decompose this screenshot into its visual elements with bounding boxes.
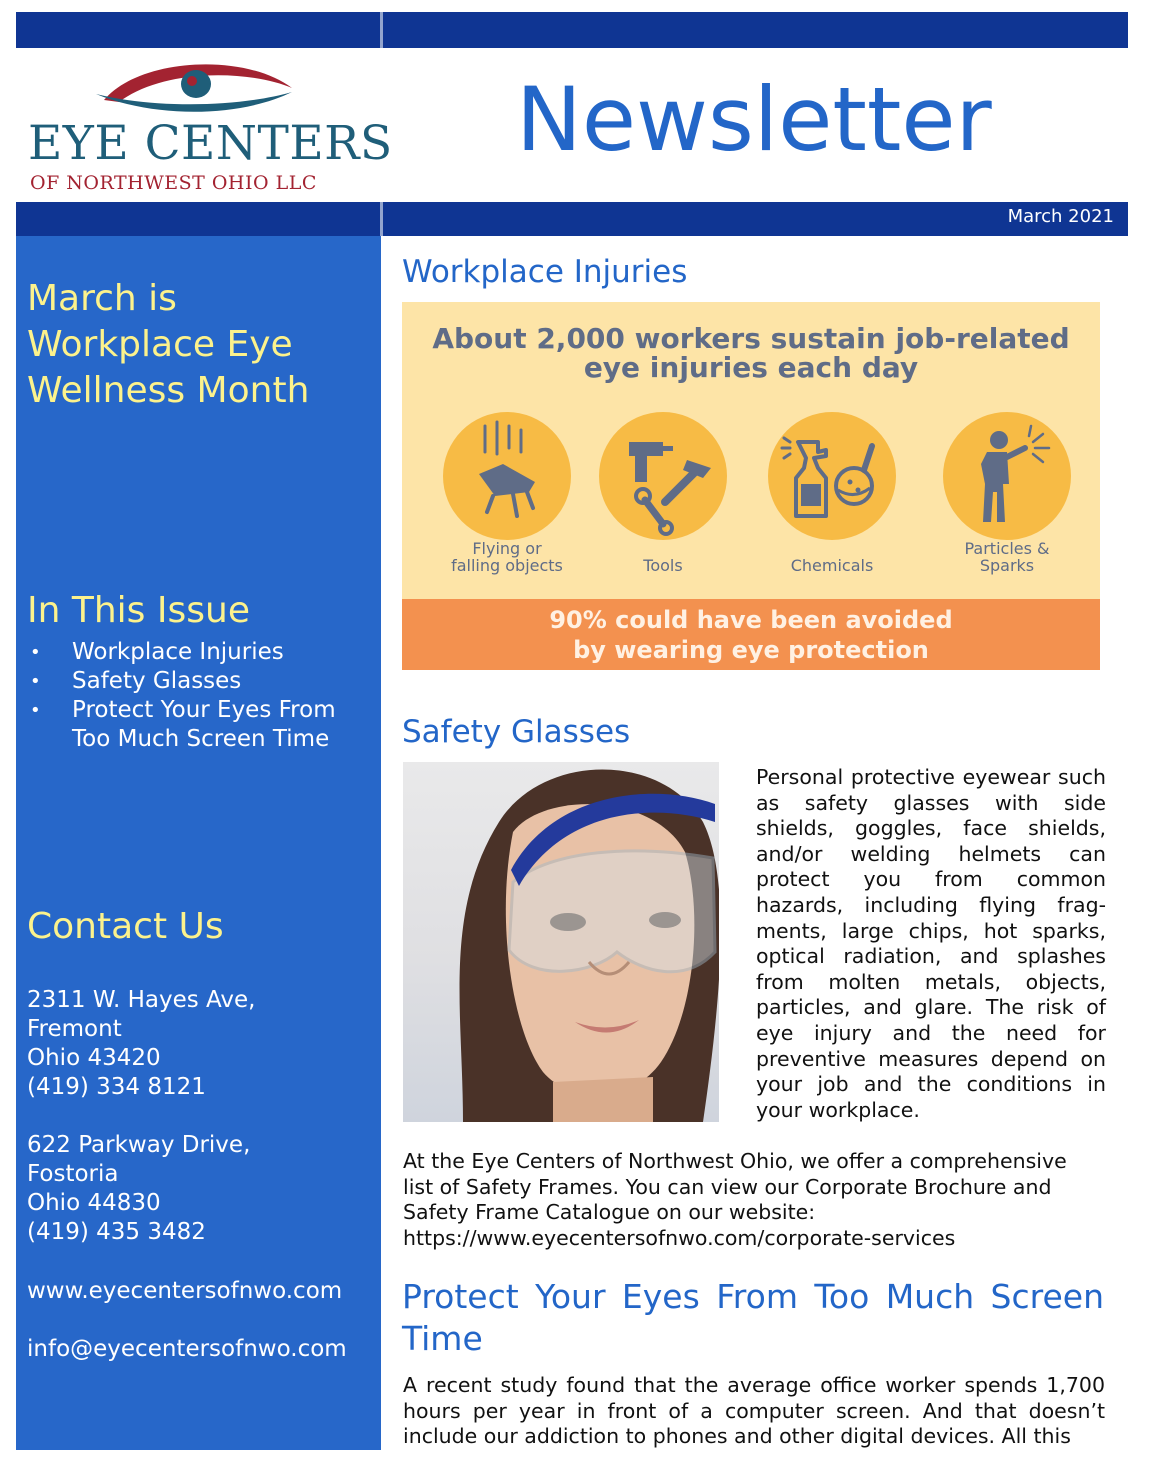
heading-word: Your: [535, 1277, 606, 1316]
heading-word: From: [716, 1277, 798, 1316]
logo: [24, 56, 393, 196]
header-band-date: [16, 202, 1128, 236]
category-label-line2: Sparks: [979, 556, 1035, 575]
tools-circle: [599, 412, 727, 540]
screen-time-paragraph: A recent study found that the average office worker spends 1,700 hours per year in front of a computer screen. And that doesn’t include our addiction to phones and other digital devices. All this: [403, 1373, 1105, 1449]
location-street: 2311 W. Hayes Ave,: [27, 987, 256, 1013]
category-label: [588, 540, 738, 574]
category-label-line1: Particles &: [964, 539, 1050, 558]
location-state-zip: Ohio 43420: [27, 1045, 161, 1071]
location-state-zip: Ohio 44830: [27, 1190, 161, 1216]
eye-logo-icon: [24, 56, 374, 118]
location-street: 622 Parkway Drive,: [27, 1132, 251, 1158]
location-city: Fostoria: [27, 1161, 119, 1187]
infographic-headline-line2: eye injuries each day: [583, 351, 919, 384]
category-label-line1: [757, 540, 907, 557]
issue-item-label: Workplace Injuries: [72, 639, 284, 665]
category-label-line1: [588, 540, 738, 557]
location-phone[interactable]: (419) 435 3482: [27, 1219, 206, 1245]
screen-time-heading: [402, 1276, 1104, 1360]
infographic-footer: [402, 599, 1100, 670]
heading-word: Eyes: [621, 1277, 700, 1316]
heading-word: Screen: [990, 1277, 1104, 1316]
issue-item-label: Protect Your Eyes From Too Much Screen Time: [72, 697, 336, 752]
infographic-footer-text: [402, 605, 1100, 665]
email-link[interactable]: info@eyecentersofnwo.com: [27, 1336, 347, 1362]
bullet-icon: •: [30, 642, 41, 663]
page-title: Newsletter: [516, 68, 992, 171]
corporate-services-link[interactable]: https://www.eyecentersofnwo.com/corporate-services: [403, 1225, 956, 1250]
welder-sparks-icon: [943, 412, 1071, 540]
contact-heading: Contact Us: [27, 906, 224, 947]
location-fremont: [27, 986, 255, 1102]
bullet-icon: •: [30, 671, 41, 692]
safety-frames-line1: At the Eye Centers of Northwest Ohio, we offer a comprehensive: [403, 1149, 1067, 1173]
feature-heading: March is Workplace Eye Wellness Month: [27, 278, 310, 411]
safety-glasses-heading: Safety Glasses: [402, 714, 631, 750]
safety-frames-paragraph: [403, 1149, 1103, 1251]
category-label: [432, 540, 582, 574]
list-item: [27, 696, 372, 754]
safety-glasses-paragraph: Personal protective eyewear such as safety glasses with side shields, goggles, face shields, and/or welding helmets can protect you from common hazards, including flying fragments, large chips, hot sparks, optical radiation, and splashes from molten metals, objects, particles, and glare. The risk of eye injury and the need for preventive measures depend on your job and the conditions in your workplace.: [756, 765, 1106, 1122]
screen-time-heading-line2: Time: [402, 1319, 483, 1358]
category-label-line2: Chemicals: [790, 556, 874, 575]
location-phone[interactable]: (419) 334 8121: [27, 1074, 206, 1100]
issue-date: March 2021: [1007, 206, 1114, 227]
footer-line1: 90% could have been avoided: [549, 606, 953, 634]
bullet-icon: •: [30, 700, 41, 721]
issue-item-label: Safety Glasses: [72, 668, 242, 694]
footer-line2: by wearing eye protection: [573, 636, 929, 664]
in-this-issue-heading: In This Issue: [27, 590, 250, 631]
category-label: [932, 540, 1082, 574]
tools-icon: [599, 412, 727, 540]
safety-frames-line3: Safety Frame Catalogue on our website:: [403, 1200, 816, 1225]
woman-safety-glasses-image: [403, 762, 719, 1122]
particles-sparks-circle: [943, 412, 1071, 540]
category-label-line2: Tools: [643, 556, 683, 575]
safety-frames-line2: list of Safety Frames. You can view our Corporate Brochure and: [403, 1174, 1052, 1199]
category-label-line2: falling objects: [451, 556, 563, 575]
heading-word: Too: [814, 1277, 870, 1316]
injury-infographic: [402, 302, 1100, 670]
band-divider: [380, 202, 383, 236]
website-link[interactable]: www.eyecentersofnwo.com: [27, 1278, 343, 1304]
chemicals-circle: [768, 412, 896, 540]
issue-list: [27, 638, 372, 754]
heading-word: Much: [885, 1277, 975, 1316]
falling-objects-circle: [443, 412, 571, 540]
header-band-top: [16, 12, 1128, 48]
category-label: [757, 540, 907, 574]
list-item: [27, 638, 372, 667]
list-item: [27, 667, 372, 696]
screen-time-heading-line1: [402, 1276, 1104, 1318]
falling-piano-icon: [443, 412, 571, 540]
logo-subtitle: OF NORTHWEST OHIO LLC: [30, 172, 317, 194]
safety-glasses-photo: [403, 762, 719, 1122]
infographic-headline-line1: About 2,000 workers sustain job-related: [432, 322, 1070, 355]
location-city: Fremont: [27, 1016, 122, 1042]
heading-word: Protect: [402, 1277, 519, 1316]
band-divider: [380, 12, 383, 48]
location-fostoria: [27, 1131, 250, 1247]
logo-title: EYE CENTERS: [28, 116, 393, 171]
chemicals-icon: [768, 412, 896, 540]
workplace-injuries-heading: Workplace Injuries: [402, 254, 688, 290]
category-label-line1: Flying or: [472, 539, 542, 558]
sidebar: [16, 236, 381, 1450]
